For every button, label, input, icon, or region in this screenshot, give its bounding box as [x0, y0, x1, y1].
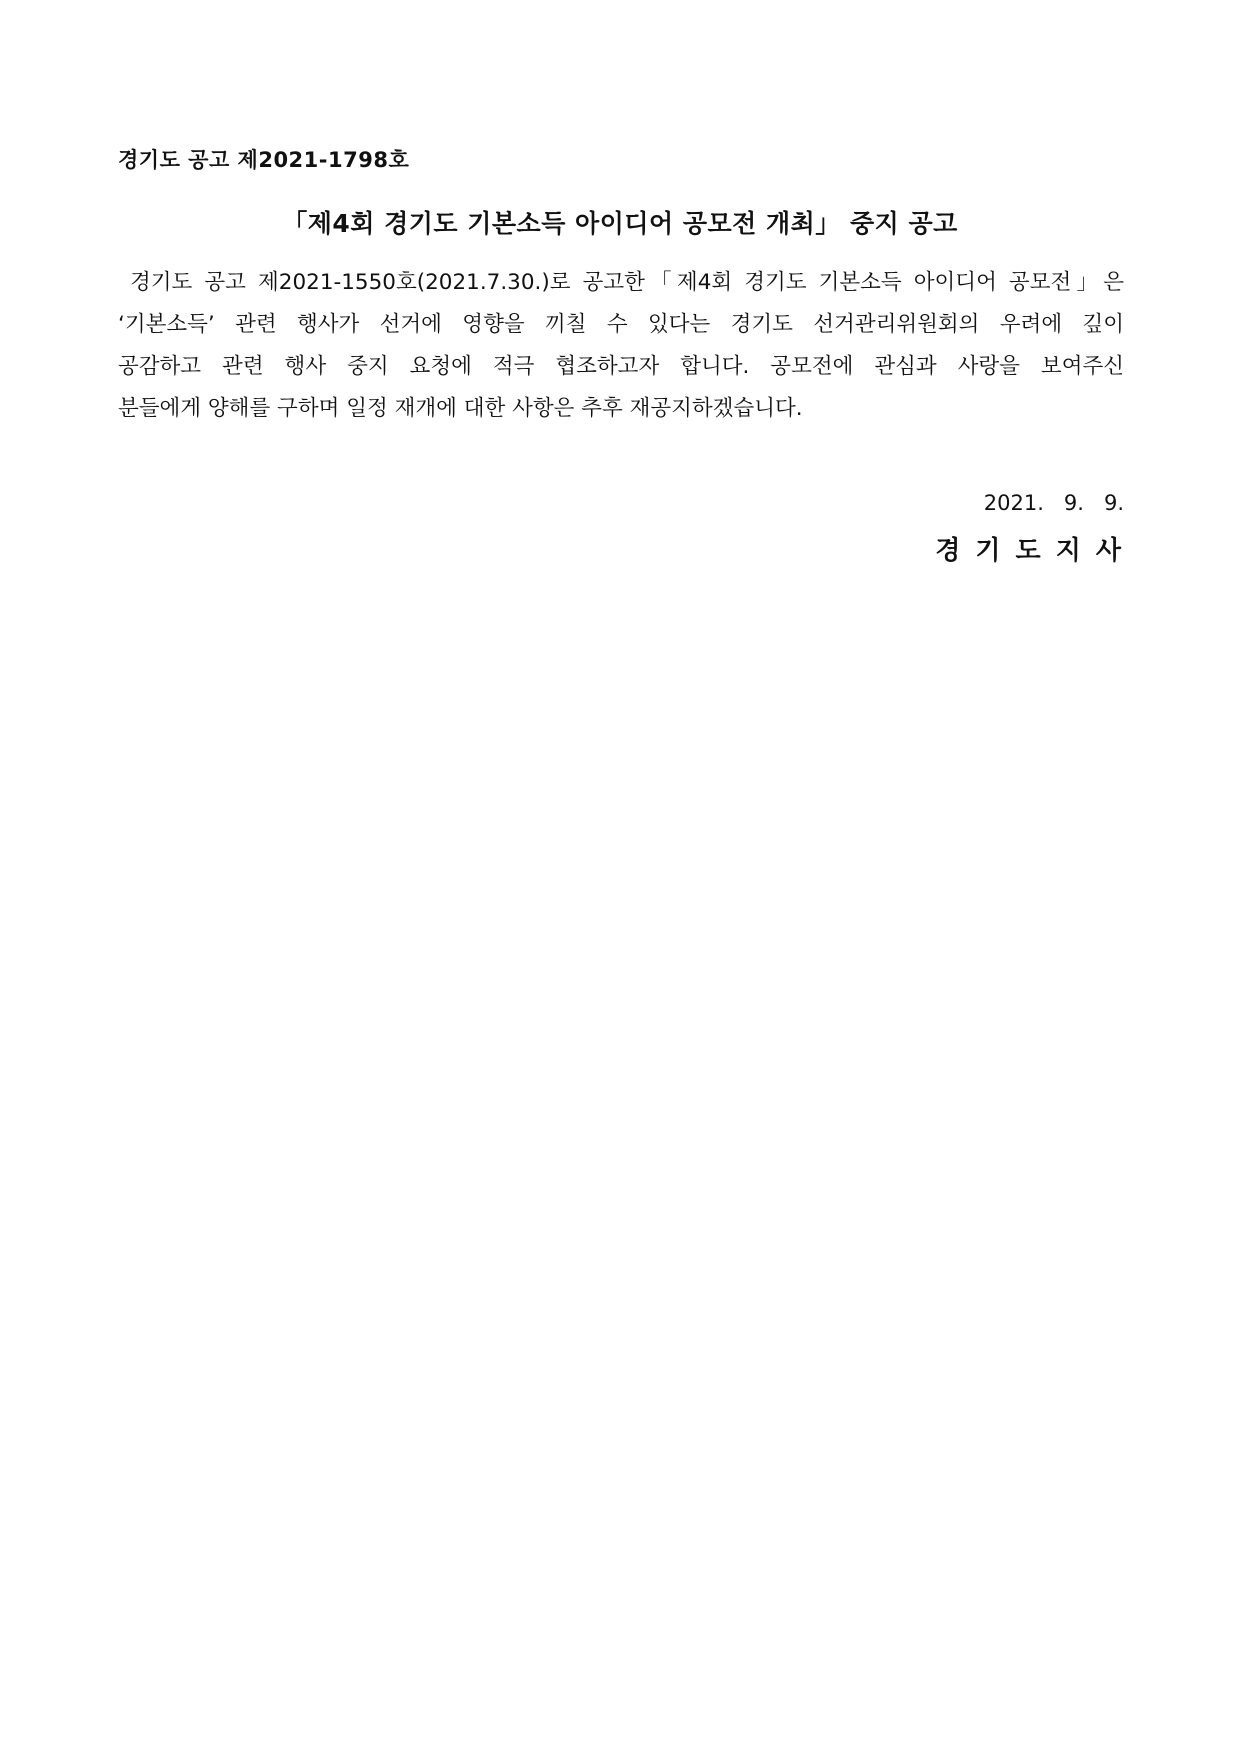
- notice-number: 경기도 공고 제2021-1798호: [118, 148, 410, 172]
- document-title: 「제4회 경기도 기본소득 아이디어 공모전 개최」 중지 공고: [282, 209, 958, 238]
- body-line: 공감하고 관련 행사 중지 요청에 적극 협조하고자 합니다. 공모전에 관심과 사랑을 보여주신: [118, 354, 1124, 379]
- notice-date: 2021. 9. 9.: [983, 491, 1124, 515]
- body-line: 경기도 공고 제2021-1550호(2021.7.30.)로 공고한「제4회 경기도 기본소득 아이디어 공모전」은: [130, 270, 1124, 295]
- notice-body: [118, 262, 1124, 430]
- signatory: 경 기 도 지 사: [935, 536, 1124, 566]
- body-line: ‘기본소득’ 관련 행사가 선거에 영향을 끼칠 수 있다는 경기도 선거관리위원회의 우려에 깊이: [118, 312, 1124, 337]
- body-line: 분들에게 양해를 구하며 일정 재개에 대한 사항은 추후 재공지하겠습니다.: [118, 396, 803, 421]
